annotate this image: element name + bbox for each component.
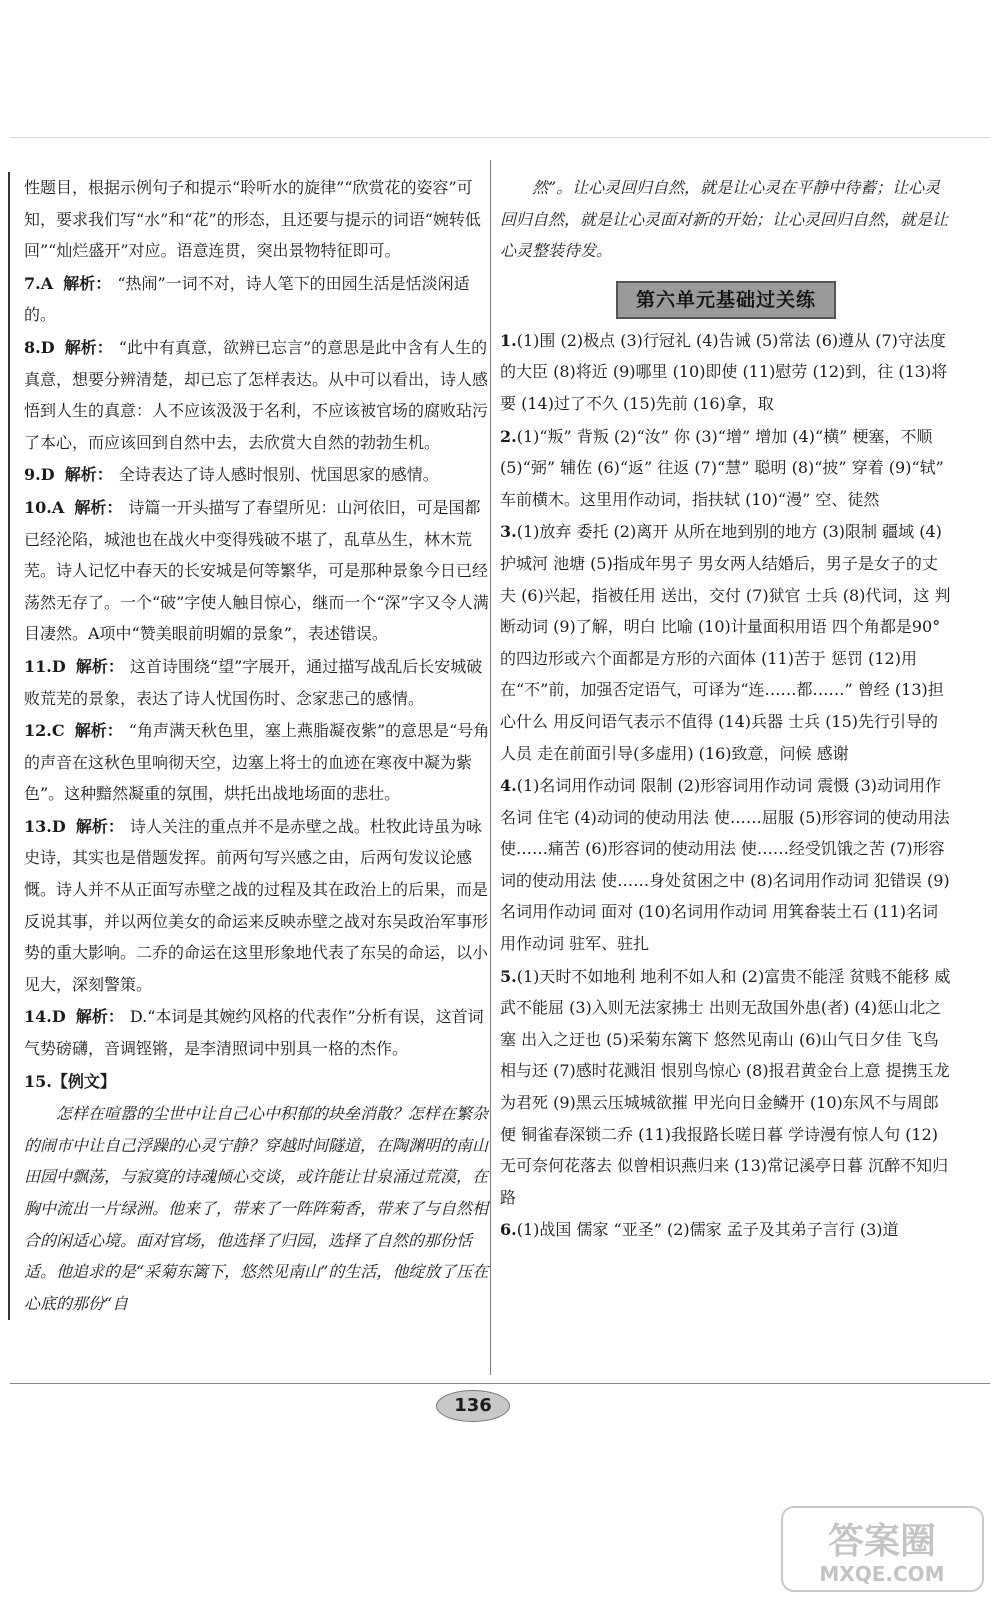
answer-item-3	[500, 516, 952, 769]
answer-text: (1)“叛” 背叛 (2)“汝” 你 (3)“增” 增加 (4)“横” 梗塞，不顺 (5)“弼” 辅佐 (6)“返” 往返 (7)“慧” 聪明 (8)“披” 穿着 (9)“轼” 车前横木。这里用作动词，指扶轼 (10)“漫” 空、徒然	[500, 426, 944, 509]
answer-label: 解析：	[75, 1007, 124, 1027]
header-rule	[10, 137, 990, 138]
answer-item-6	[500, 1214, 952, 1246]
watermark-url: MXQE.COM	[819, 1562, 945, 1586]
answer-number: 3.	[500, 522, 517, 542]
answer-number: 8.D	[24, 337, 55, 357]
answer-item-15	[24, 1066, 494, 1098]
answer-label: 解析：	[64, 337, 113, 357]
answer-text: 诗篇一开头描写了春望所见：山河依旧，可是国都已经沦陷，城池也在战火中变得残破不堪了，乱草丛生，林木荒芜。诗人记忆中春天的长安城是何等繁华，可是那种景象今日已经荡然无存了。一个“破”字使人触目惊心，继而一个“深”字又令人满目凄然。A项中“赞美眼前明媚的景象”，表述错误。	[24, 497, 489, 644]
answer-number: 10.A	[24, 497, 65, 517]
watermark-logo	[780, 1505, 985, 1593]
answer-item-12	[24, 715, 494, 810]
right-column	[500, 172, 952, 1247]
answer-label: 解析：	[74, 721, 123, 741]
answer-label: 解析：	[75, 656, 124, 676]
answer-number: 13.D	[24, 816, 66, 836]
answer-number: 7.A	[24, 273, 54, 293]
answer-text: (1)名词用作动词 限制 (2)形容词用作动词 震慑 (3)动词用作名词 住宅 (4)动词的使动用法 使……屈服 (5)形容词的使动用法 使……痛苦 (6)形容词的使动用法 使……经受饥饿之苦 (7)形容词的使动用法 使……身处贫困之中 (8)名词用作动词 犯错误 (9)名词用作动词 面对 (10)名词用作动词 用箕畚装土石 (11)名词用作动词 驻军、驻扎	[500, 776, 950, 954]
answer-number: 2.	[500, 426, 517, 446]
essay-continued: 然”。让心灵回归自然，就是让心灵在平静中待蓄；让心灵回归自然，就是让心灵面对新的开始；让心灵回归自然，就是让心灵整装待发。	[500, 178, 949, 261]
answer-number: 6.	[500, 1220, 517, 1240]
answer-number: 9.D	[24, 465, 55, 485]
answer-number: 11.D	[24, 656, 66, 676]
answer-text: “角声满天秋色里，塞上燕脂凝夜紫”的意思是“号角的声音在这秋色里响彻天空，边塞上将士的血迹在寒夜中凝为紫色”。这种黯然凝重的氛围，烘托出战地场面的悲壮。	[24, 721, 490, 804]
left-column	[8, 172, 494, 1320]
answer-item-10	[24, 492, 494, 650]
answer-item-11	[24, 651, 494, 714]
answer-text: (1)战国 儒家 “亚圣” (2)儒家 孟子及其弟子言行 (3)道	[516, 1220, 899, 1240]
answer-text: 诗人关注的重点并不是赤壁之战。杜牧此诗虽为咏史诗，其实也是借题发挥。前两句写兴感之由，后两句发议论感慨。诗人并不从正面写赤壁之战的过程及其在政治上的后果，而是反说其事，并以两位美女的命运来反映赤壁之战对东吴政治军事形势的重大影响。二乔的命运在这里形象地代表了东吴的命运，以小见大，深刻警策。	[24, 816, 489, 994]
answer-number: 14.D	[24, 1007, 66, 1027]
answer-label: 解析：	[75, 816, 124, 836]
answer-label: 解析：	[64, 465, 113, 485]
answer-label: 解析：	[74, 497, 123, 517]
answer-text: 全诗表达了诗人感时恨别、忧国思家的感情。	[118, 465, 439, 485]
answer-number: 4.	[500, 776, 517, 796]
answer-item-2	[500, 421, 952, 516]
answer-item-4	[500, 770, 952, 960]
answer-item-8	[24, 332, 494, 458]
column-divider	[490, 160, 491, 1375]
answer-item-14	[24, 1001, 494, 1064]
page-number: 136	[436, 1390, 510, 1422]
answer-item-13	[24, 811, 494, 1001]
answer-number: 12.C	[24, 721, 65, 741]
answer-text: (1)放弃 委托 (2)离开 从所在地到别的地方 (3)限制 疆域 (4)护城河 池塘 (5)指成年男子 男女两人结婚后，男子是女子的丈夫 (6)兴起，指被任用 送出，交付 (7)狱官 士兵 (8)代词，这 判断动词 (9)了解，明白 比喻 (10)计量面积用语 四个角都是90°的四边形或六个面都是方形的六面体 (11)苦于 惩罚 (12)用在“不”前，加强否定语气，可译为“连……都……” 曾经 (13)担心什么 用反问语气表示不值得 (14)兵器 士兵 (15)先行引导的人员 走在前面引导(多虚用) (16)致意，问候 感谢	[500, 522, 951, 763]
answer-item-7	[24, 268, 494, 331]
watermark-title: 答案圈	[827, 1521, 937, 1562]
continued-text: 性题目，根据示例句子和提示“聆听水的旋律”“欣赏花的姿容”可知，要求我们写“水”和“花”的形态，且还要与提示的词语“婉转低回”“灿烂盛开”对应。语意连贯，突出景物特征即可。	[24, 178, 481, 261]
answer-text: “此中有真意，欲辨已忘言”的意思是此中含有人生的真意，想要分辨清楚，却已忘了怎样表达。从中可以看出，诗人感悟到人生的真意：人不应该汲汲于名利，不应该被官场的腐败玷污了本心，而应该回到自然中去，去欣赏大自然的勃勃生机。	[24, 337, 489, 452]
answer-text: (1)围 (2)极点 (3)行冠礼 (4)告诫 (5)常法 (6)遵从 (7)守法度的大臣 (8)将近 (9)哪里 (10)即使 (11)慰劳 (12)到，往 (13)将要 (14)过了不久 (15)先前 (16)拿，取	[500, 330, 948, 413]
essay-label: 【例文】	[51, 1071, 116, 1091]
answer-label: 解析：	[63, 273, 112, 293]
answer-number: 15.	[24, 1071, 52, 1091]
answer-text: “热闹”一词不对，诗人笔下的田园生活是恬淡闲适的。	[24, 273, 470, 325]
answer-text: (1)天时不如地利 地利不如人和 (2)富贵不能淫 贫贱不能移 威武不能屈 (3)入则无法家拂士 出则无敌国外患(者) (4)惩山北之塞 出入之迂也 (5)采菊东篱下 悠然见南山 (6)山气日夕佳 飞鸟相与还 (7)感时花溅泪 恨别鸟惊心 (8)报君黄金台上意 提携玉龙为君死 (9)黑云压城城欲摧 甲光向日金鳞开 (10)东风不与周郎便 铜雀春深锁二乔 (11)我报路长嗟日暮 学诗漫有惊人句 (12)无可奈何花落去 似曾相识燕归来 (13)常记溪亭日暮 沉醉不知归路	[500, 966, 951, 1207]
footer-rule	[10, 1383, 990, 1384]
answer-item-9	[24, 459, 494, 491]
section-title-box	[500, 281, 952, 319]
section-title: 第六单元基础过关练	[616, 281, 836, 319]
answer-number: 1.	[500, 330, 517, 350]
answer-item-5	[500, 961, 952, 1214]
answer-item-1	[500, 325, 952, 420]
essay-text: 怎样在喧嚣的尘世中让自己心中积郁的块垒消散？怎样在繁杂的闹市中让自己浮躁的心灵宁静？穿越时间隧道，在陶渊明的南山田园中飘荡，与寂寞的诗魂倾心交谈，或许能让甘泉涌过荒漠，在胸中流出一片绿洲。他来了，带来了一阵阵菊香，带来了与自然相合的闲适心境。面对官场，他选择了归园，选择了自然的那份恬适。他追求的是“采菊东篱下，悠然见南山”的生活，他绽放了压在心底的那份“自	[24, 1104, 489, 1313]
answer-number: 5.	[500, 966, 517, 986]
answer-text: 这首诗围绕“望”字展开，通过描写战乱后长安城破败荒芜的景象，表达了诗人忧国伤时、念家悲己的感情。	[24, 656, 483, 708]
answer-text: D.“本词是其婉约风格的代表作”分析有误，这首词气势磅礴，音调铿锵，是李清照词中别具一格的杰作。	[24, 1007, 484, 1059]
